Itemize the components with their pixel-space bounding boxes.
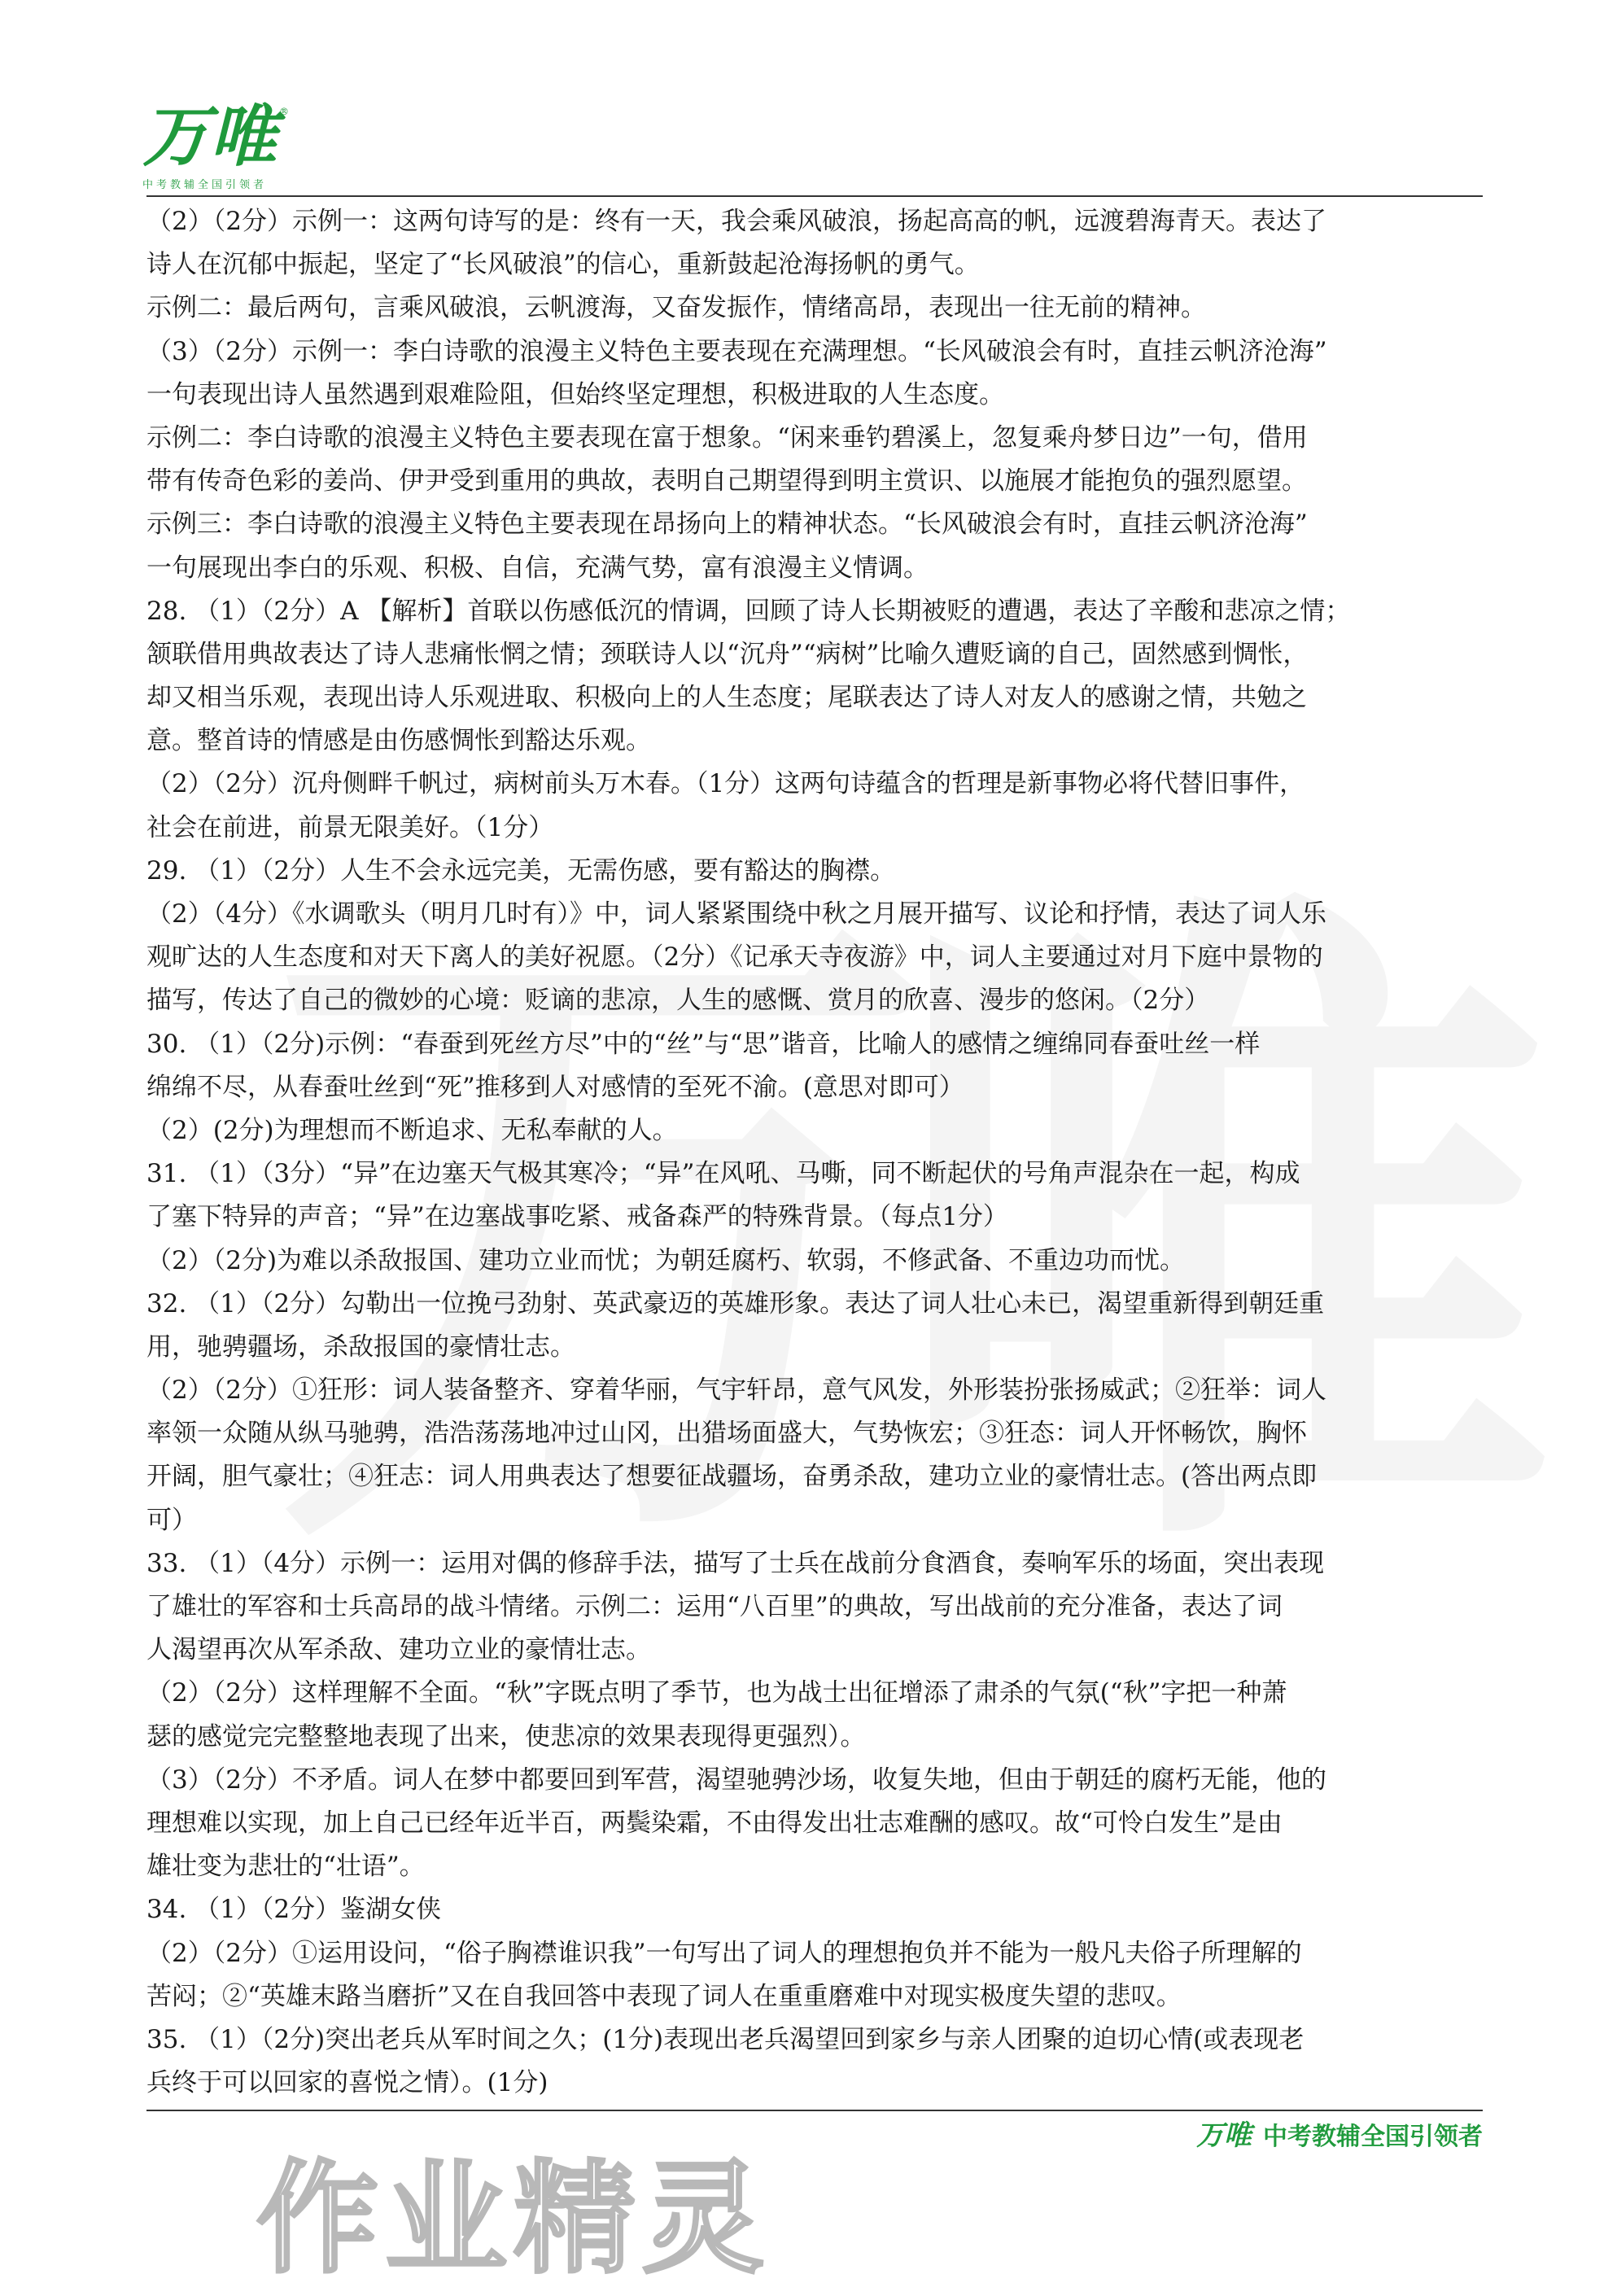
text-line: 示例二：最后两句，言乘风破浪，云帆渡海，又奋发振作，情绪高昂，表现出一往无前的精神。: [146, 293, 1206, 323]
text-line: （2）（2分）沉舟侧畔千帆过，病树前头万木春。（1分）这两句诗蕴含的哲理是新事物必将代替旧事件，: [146, 769, 1305, 799]
text-line: 瑟的感觉完完整整地表现了出来，使悲凉的效果表现得更强烈）。: [146, 1721, 866, 1752]
text-line: 观旷达的人生态度和对天下离人的美好祝愿。（2分）《记承天寺夜游》中，词人主要通过对月下庭中景物的: [146, 942, 1323, 973]
text-line: 一句表现出诗人虽然遇到艰难险阻，但始终坚定理想，积极进取的人生态度。: [146, 379, 1004, 409]
text-line: 苦闷；②“英雄末路当磨折”又在自我回答中表现了词人在重重磨难中对现实极度失望的悲叹。: [146, 1981, 1182, 2011]
text-line: 一句展现出李白的乐观、积极、自信，充满气势，富有浪漫主义情调。: [146, 553, 929, 583]
text-line: 了塞下特异的声音；“异”在边塞战事吃紧、戒备森严的特殊背景。（每点1分）: [146, 1202, 1008, 1232]
text-line: （2）（2分）示例一：这两句诗写的是：终有一天，我会乘风破浪，扬起高高的帆，远渡碧海青天。表达了: [146, 207, 1326, 236]
corner-watermark: 作业精灵: [256, 2149, 771, 2290]
text-line: 示例二：李白诗歌的浪漫主义特色主要表现在富于想象。“闲来垂钓碧溪上，忽复乘舟梦日边”一句，借用: [146, 422, 1308, 453]
answer-text-body: [146, 200, 1483, 2105]
footer-slogan: 中考教辅全国引领者: [1263, 2123, 1483, 2151]
registered-mark: ®: [279, 106, 289, 117]
text-line: 32. （1）（2分）勾勒出一位挽弓劲射、英武豪迈的英雄形象。表达了词人壮心未已，渴望重新得到朝廷重: [146, 1288, 1325, 1319]
text-line: 颔联借用典故表达了诗人悲痛怅惘之情；颈联诗人以“沉舟”“病树”比喻久遭贬谪的自己，固然感到惆怅，: [146, 639, 1309, 669]
text-line: （2）（2分）这样理解不全面。“秋”字既点明了季节，也为战士出征增添了肃杀的气氛(“秋”字把一种萧: [146, 1678, 1287, 1708]
text-line: 意。整首诗的情感是由伤感惆怅到豁达乐观。: [146, 726, 651, 756]
brand-logo-text: 万唯: [142, 98, 278, 176]
text-line: 可）: [146, 1505, 197, 1535]
header-logo: [142, 98, 289, 191]
text-line: 31. （1）（3分）“异”在边塞天气极其寒冷；“异”在风吼、马嘶，同不断起伏的号角声混杂在一起，构成: [146, 1159, 1300, 1189]
text-line: （2）（4分）《水调歌头（明月几时有）》中，词人紧紧围绕中秋之月展开描写、议论和抒情，表达了词人乐: [146, 899, 1326, 929]
text-line: 雄壮变为悲壮的“壮语”。: [146, 1852, 425, 1882]
text-line: （2）（2分)为难以杀敌报国、建功立业而忧；为朝廷腐朽、软弱，不修武备、不重边功而忧。: [146, 1245, 1186, 1275]
text-line: 34. （1）（2分）鉴湖女侠: [146, 1895, 442, 1925]
text-line: 兵终于可以回家的喜悦之情）。(1分): [146, 2068, 548, 2098]
text-line: 28. （1）（2分）A 【解析】首联以伤感低沉的情调，回顾了诗人长期被贬的遭遇，表达了辛酸和悲凉之情；: [146, 596, 1351, 626]
text-line: 33. （1）（4分）示例一：运用对偶的修辞手法，描写了士兵在战前分食酒食，奏响军乐的场面，突出表现: [146, 1548, 1325, 1578]
text-line: 人渴望再次从军杀敌、建功立业的豪情壮志。: [146, 1635, 651, 1665]
text-line: 率领一众随从纵马驰骋，浩浩荡荡地冲过山冈，出猎场面盛大，气势恢宏；③狂态：词人开怀畅饮，胸怀: [146, 1419, 1307, 1449]
text-line: （3）（2分）不矛盾。词人在梦中都要回到军营，渴望驰骋沙场，收复失地，但由于朝廷的腐朽无能，他的: [146, 1765, 1326, 1795]
text-line: 了雄壮的军容和士兵高昂的战斗情绪。示例二：运用“八百里”的典故，写出战前的充分准备，表达了词: [146, 1592, 1283, 1621]
text-line: 诗人在沉郁中振起，坚定了“长风破浪”的信心，重新鼓起沧海扬帆的勇气。: [146, 250, 980, 280]
text-line: 绵绵不尽，从春蚕吐丝到“死”推移到人对感情的至死不渝。(意思对即可）: [146, 1072, 964, 1102]
text-line: 理想难以实现，加上自己已经年近半百，两鬓染霜，不由得发出壮志难酬的感叹。故“可怜白发生”是由: [146, 1808, 1283, 1838]
text-line: 带有传奇色彩的姜尚、伊尹受到重用的典故，表明自己期望得到明主赏识、以施展才能抱负的强烈愿望。: [146, 466, 1307, 496]
text-line: 开阔，胆气豪壮；④狂志：词人用典表达了想要征战疆场，奋勇杀敌，建功立业的豪情壮志。(答出两点即: [146, 1462, 1318, 1492]
text-line: （2）（2分）①狂形：词人装备整齐、穿着华丽，气宇轩昂，意气风发，外形装扮张扬威武；②狂举：词人: [146, 1375, 1326, 1406]
text-line: （2）（2分）①运用设问，“俗子胸襟谁识我”一句写出了词人的理想抱负并不能为一般凡夫俗子所理解的: [146, 1938, 1302, 1968]
text-line: 30. （1）（2分)示例：“春蚕到死丝方尽”中的“丝”与“思”谐音，比喻人的感情之缠绵同春蚕吐丝一样: [146, 1029, 1261, 1059]
footer-logo-text: 万唯: [1196, 2119, 1252, 2152]
footer-divider: [146, 2110, 1483, 2111]
text-line: 社会在前进，前景无限美好。（1分）: [146, 812, 554, 842]
text-line: 示例三：李白诗歌的浪漫主义特色主要表现在昂扬向上的精神状态。“长风破浪会有时，直挂云帆济沧海”: [146, 509, 1308, 540]
footer-brand: [1196, 2113, 1483, 2153]
header-divider: [146, 195, 1483, 197]
text-line: （3）（2分）示例一：李白诗歌的浪漫主义特色主要表现在充满理想。“长风破浪会有时，直挂云帆济沧海”: [146, 336, 1327, 366]
text-line: 描写，传达了自己的微妙的心境：贬谪的悲凉，人生的感慨、赏月的欣喜、漫步的悠闲。（2分）: [146, 986, 1210, 1016]
text-line: 用，驰骋疆场，杀敌报国的豪情壮志。: [146, 1332, 575, 1362]
brand-tagline: 中考教辅全国引领者: [142, 179, 268, 191]
text-line: 29. （1）（2分）人生不会永远完美，无需伤感，要有豁达的胸襟。: [146, 855, 896, 886]
text-line: （2）(2分)为理想而不断追求、无私奉献的人。: [146, 1115, 678, 1145]
text-line: 35. （1）（2分)突出老兵从军时间之久；(1分)表现出老兵渴望回到家乡与亲人团聚的迫切心情(或表现老: [146, 2024, 1305, 2054]
text-line: 却又相当乐观，表现出诗人乐观进取、积极向上的人生态度；尾联表达了诗人对友人的感谢之情，共勉之: [146, 683, 1307, 713]
